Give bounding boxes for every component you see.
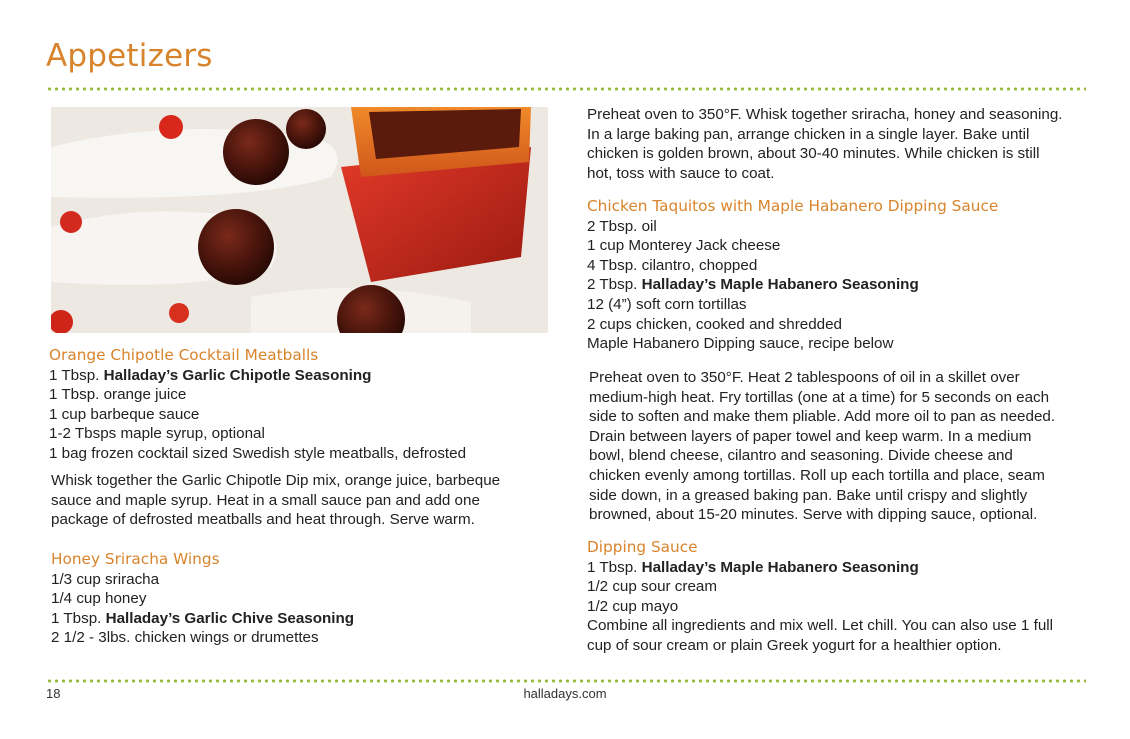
direction-line: In a large baking pan, arrange chicken in a single layer. Bake until: [587, 125, 1030, 143]
direction-line: Whisk together the Garlic Chipotle Dip mix, orange juice, barbeque: [51, 472, 501, 489]
top-dotted-divider: [46, 87, 1086, 91]
meatballs-title: Orange Chipotle Cocktail Meatballs: [49, 346, 319, 364]
ingredient-line: 2 Tbsp. Halladay’s Maple Habanero Seasoning: [587, 276, 919, 294]
direction-line: side to soften and make them pliable. Add more oil to pan as needed.: [589, 408, 1056, 426]
direction-line: sauce and maple syrup. Heat in a small sauce pan and add one: [51, 491, 480, 509]
direction-line: Preheat oven to 350°F. Whisk together sriracha, honey and seasoning.: [587, 106, 1063, 123]
wings-recipe: [51, 550, 354, 648]
ingredient-line: Maple Habanero Dipping sauce, recipe below: [587, 335, 894, 353]
direction-line: Combine all ingredients and mix well. Let chill. You can also use 1 full: [587, 617, 1054, 635]
ingredient-line: 1 cup barbeque sauce: [49, 405, 200, 423]
direction-line: side down, in a greased baking pan. Bake until crispy and slightly: [589, 486, 1028, 504]
ingredient-line: 1 cup Monterey Jack cheese: [587, 237, 781, 255]
dipping-title: Dipping Sauce: [587, 538, 698, 556]
page-title: Appetizers: [46, 38, 213, 74]
direction-line: hot, toss with sauce to coat.: [587, 164, 775, 182]
ingredient-line: 1/4 cup honey: [51, 590, 147, 608]
meatballs-photo: [51, 107, 548, 333]
ingredient-line: 1 Tbsp. Halladay’s Garlic Chive Seasoning: [51, 609, 355, 627]
dipping-recipe: [587, 538, 1053, 656]
bottom-dotted-divider: [46, 679, 1086, 683]
direction-line: Preheat oven to 350°F. Heat 2 tablespoons of oil in a skillet over: [589, 369, 1020, 386]
direction-line: cup of sour cream or plain Greek yogurt for a healthier option.: [587, 636, 1002, 654]
direction-line: chicken is golden brown, about 30-40 minutes. While chicken is still: [587, 145, 1040, 163]
direction-line: Drain between layers of paper towel and keep warm. In a medium: [589, 427, 1032, 445]
footer-website-link[interactable]: halladays.com: [523, 686, 607, 701]
ingredient-line: 1-2 Tbsps maple syrup, optional: [49, 425, 265, 443]
ingredient-line: 1 Tbsp. orange juice: [49, 386, 187, 404]
ingredient-line: 12 (4”) soft corn tortillas: [587, 295, 747, 313]
meatballs-recipe: [49, 346, 466, 464]
ingredient-line: 1/2 cup sour cream: [587, 578, 717, 596]
wings-directions: [587, 105, 1062, 183]
meatballs-directions: [51, 471, 500, 530]
direction-line: chicken evenly among tortillas. Roll up each tortilla and place, seam: [589, 466, 1045, 484]
direction-line: bowl, blend cheese, cilantro and seasoning. Divide cheese and: [589, 447, 1013, 465]
ingredient-line: 2 Tbsp. oil: [587, 217, 657, 235]
page-number: 18: [46, 686, 61, 701]
meatballs-photo-icon: [51, 107, 548, 333]
ingredient-line: 1 Tbsp. Halladay’s Garlic Chipotle Seasoning: [49, 366, 372, 384]
direction-line: medium-high heat. Fry tortillas (one at a time) for 5 seconds on each: [589, 388, 1050, 406]
ingredient-line: 1/3 cup sriracha: [51, 570, 160, 588]
taquitos-title: Chicken Taquitos with Maple Habanero Dipping Sauce: [587, 197, 999, 215]
taquitos-directions: [589, 368, 1055, 525]
direction-line: browned, about 15-20 minutes. Serve with dipping sauce, optional.: [589, 506, 1038, 524]
wings-title: Honey Sriracha Wings: [51, 550, 220, 568]
ingredient-line: 1 bag frozen cocktail sized Swedish style meatballs, defrosted: [49, 444, 467, 462]
ingredient-line: 2 cups chicken, cooked and shredded: [587, 315, 842, 333]
ingredient-line: 4 Tbsp. cilantro, chopped: [587, 256, 758, 274]
ingredient-line: 1 Tbsp. Halladay’s Maple Habanero Seasoning: [587, 558, 919, 576]
direction-line: package of defrosted meatballs and heat through. Serve warm.: [51, 511, 475, 529]
ingredient-line: 2 1/2 - 3lbs. chicken wings or drumettes: [51, 629, 319, 647]
taquitos-recipe: [587, 197, 998, 354]
ingredient-line: 1/2 cup mayo: [587, 597, 679, 615]
